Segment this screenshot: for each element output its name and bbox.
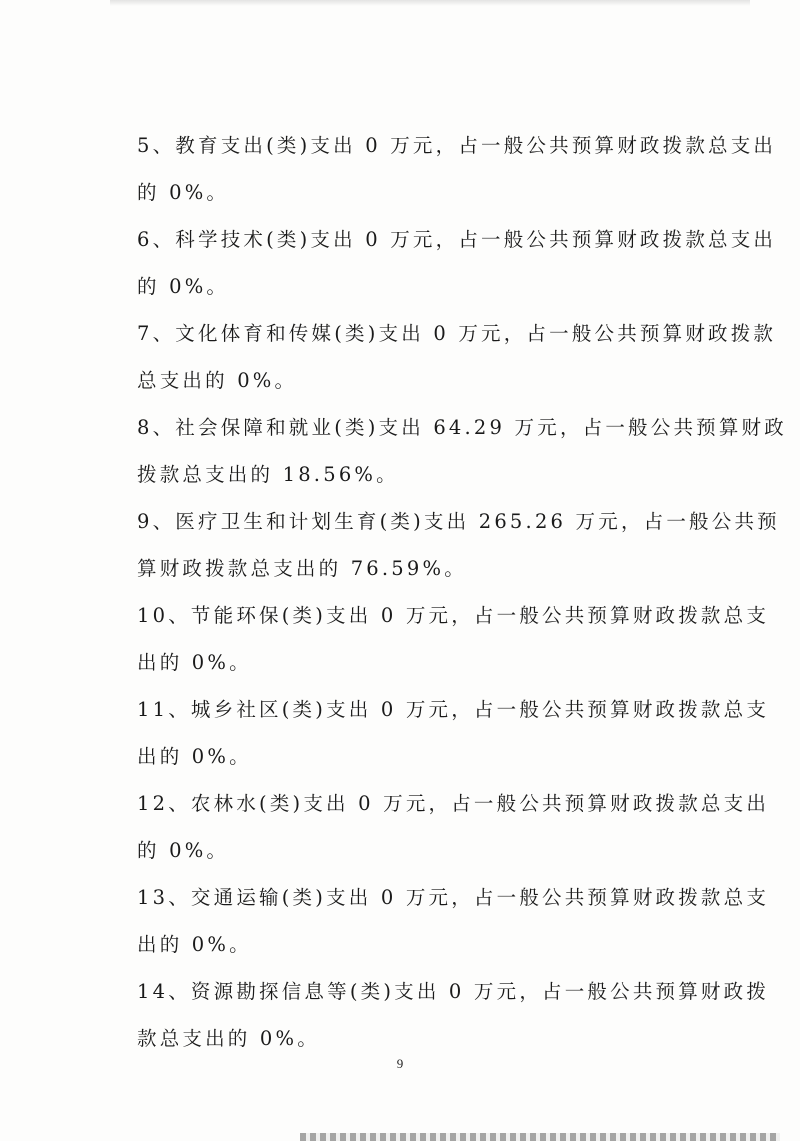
paragraph-line: 14、资源勘探信息等(类)支出 0 万元，占一般公共预算财政拨 (137, 980, 770, 1003)
paragraph-line: 5、教育支出(类)支出 0 万元，占一般公共预算财政拨款总支出 (137, 134, 777, 157)
paragraph-item-11 (137, 686, 770, 780)
paragraph-line: 出的 0%。 (137, 651, 252, 674)
paragraph-item-6 (137, 216, 777, 310)
paragraph-line: 的 0%。 (137, 275, 230, 298)
document-body (137, 122, 787, 1062)
paragraph-item-12 (137, 780, 770, 874)
paragraph-line: 出的 0%。 (137, 933, 252, 956)
paragraph-line: 6、科学技术(类)支出 0 万元，占一般公共预算财政拨款总支出 (137, 228, 777, 251)
paragraph-line: 总支出的 0%。 (137, 369, 298, 392)
paragraph-line: 出的 0%。 (137, 745, 252, 768)
paragraph-line: 13、交通运输(类)支出 0 万元，占一般公共预算财政拨款总支 (137, 886, 770, 909)
scan-edge-top (110, 0, 750, 6)
scan-edge-bottom (300, 1133, 780, 1141)
paragraph-line: 的 0%。 (137, 839, 230, 862)
paragraph-item-5 (137, 122, 777, 216)
paragraph-item-9 (137, 498, 780, 592)
paragraph-line: 7、文化体育和传媒(类)支出 0 万元，占一般公共预算财政拨款 (137, 322, 777, 345)
paragraph-line: 12、农林水(类)支出 0 万元，占一般公共预算财政拨款总支出 (137, 792, 770, 815)
paragraph-line: 10、节能环保(类)支出 0 万元，占一般公共预算财政拨款总支 (137, 604, 770, 627)
paragraph-item-8 (137, 404, 787, 498)
paragraph-item-7 (137, 310, 777, 404)
paragraph-line: 11、城乡社区(类)支出 0 万元，占一般公共预算财政拨款总支 (137, 698, 770, 721)
paragraph-item-10 (137, 592, 770, 686)
paragraph-line: 的 0%。 (137, 181, 230, 204)
paragraph-line: 9、医疗卫生和计划生育(类)支出 265.26 万元，占一般公共预 (137, 510, 780, 533)
paragraph-line: 8、社会保障和就业(类)支出 64.29 万元，占一般公共预算财政 (137, 416, 787, 439)
paragraph-item-13 (137, 874, 770, 968)
paragraph-item-14 (137, 968, 770, 1062)
paragraph-line: 算财政拨款总支出的 76.59%。 (137, 557, 467, 580)
paragraph-line: 款总支出的 0%。 (137, 1027, 320, 1050)
paragraph-line: 拨款总支出的 18.56%。 (137, 463, 399, 486)
page-number: 9 (396, 1056, 404, 1071)
